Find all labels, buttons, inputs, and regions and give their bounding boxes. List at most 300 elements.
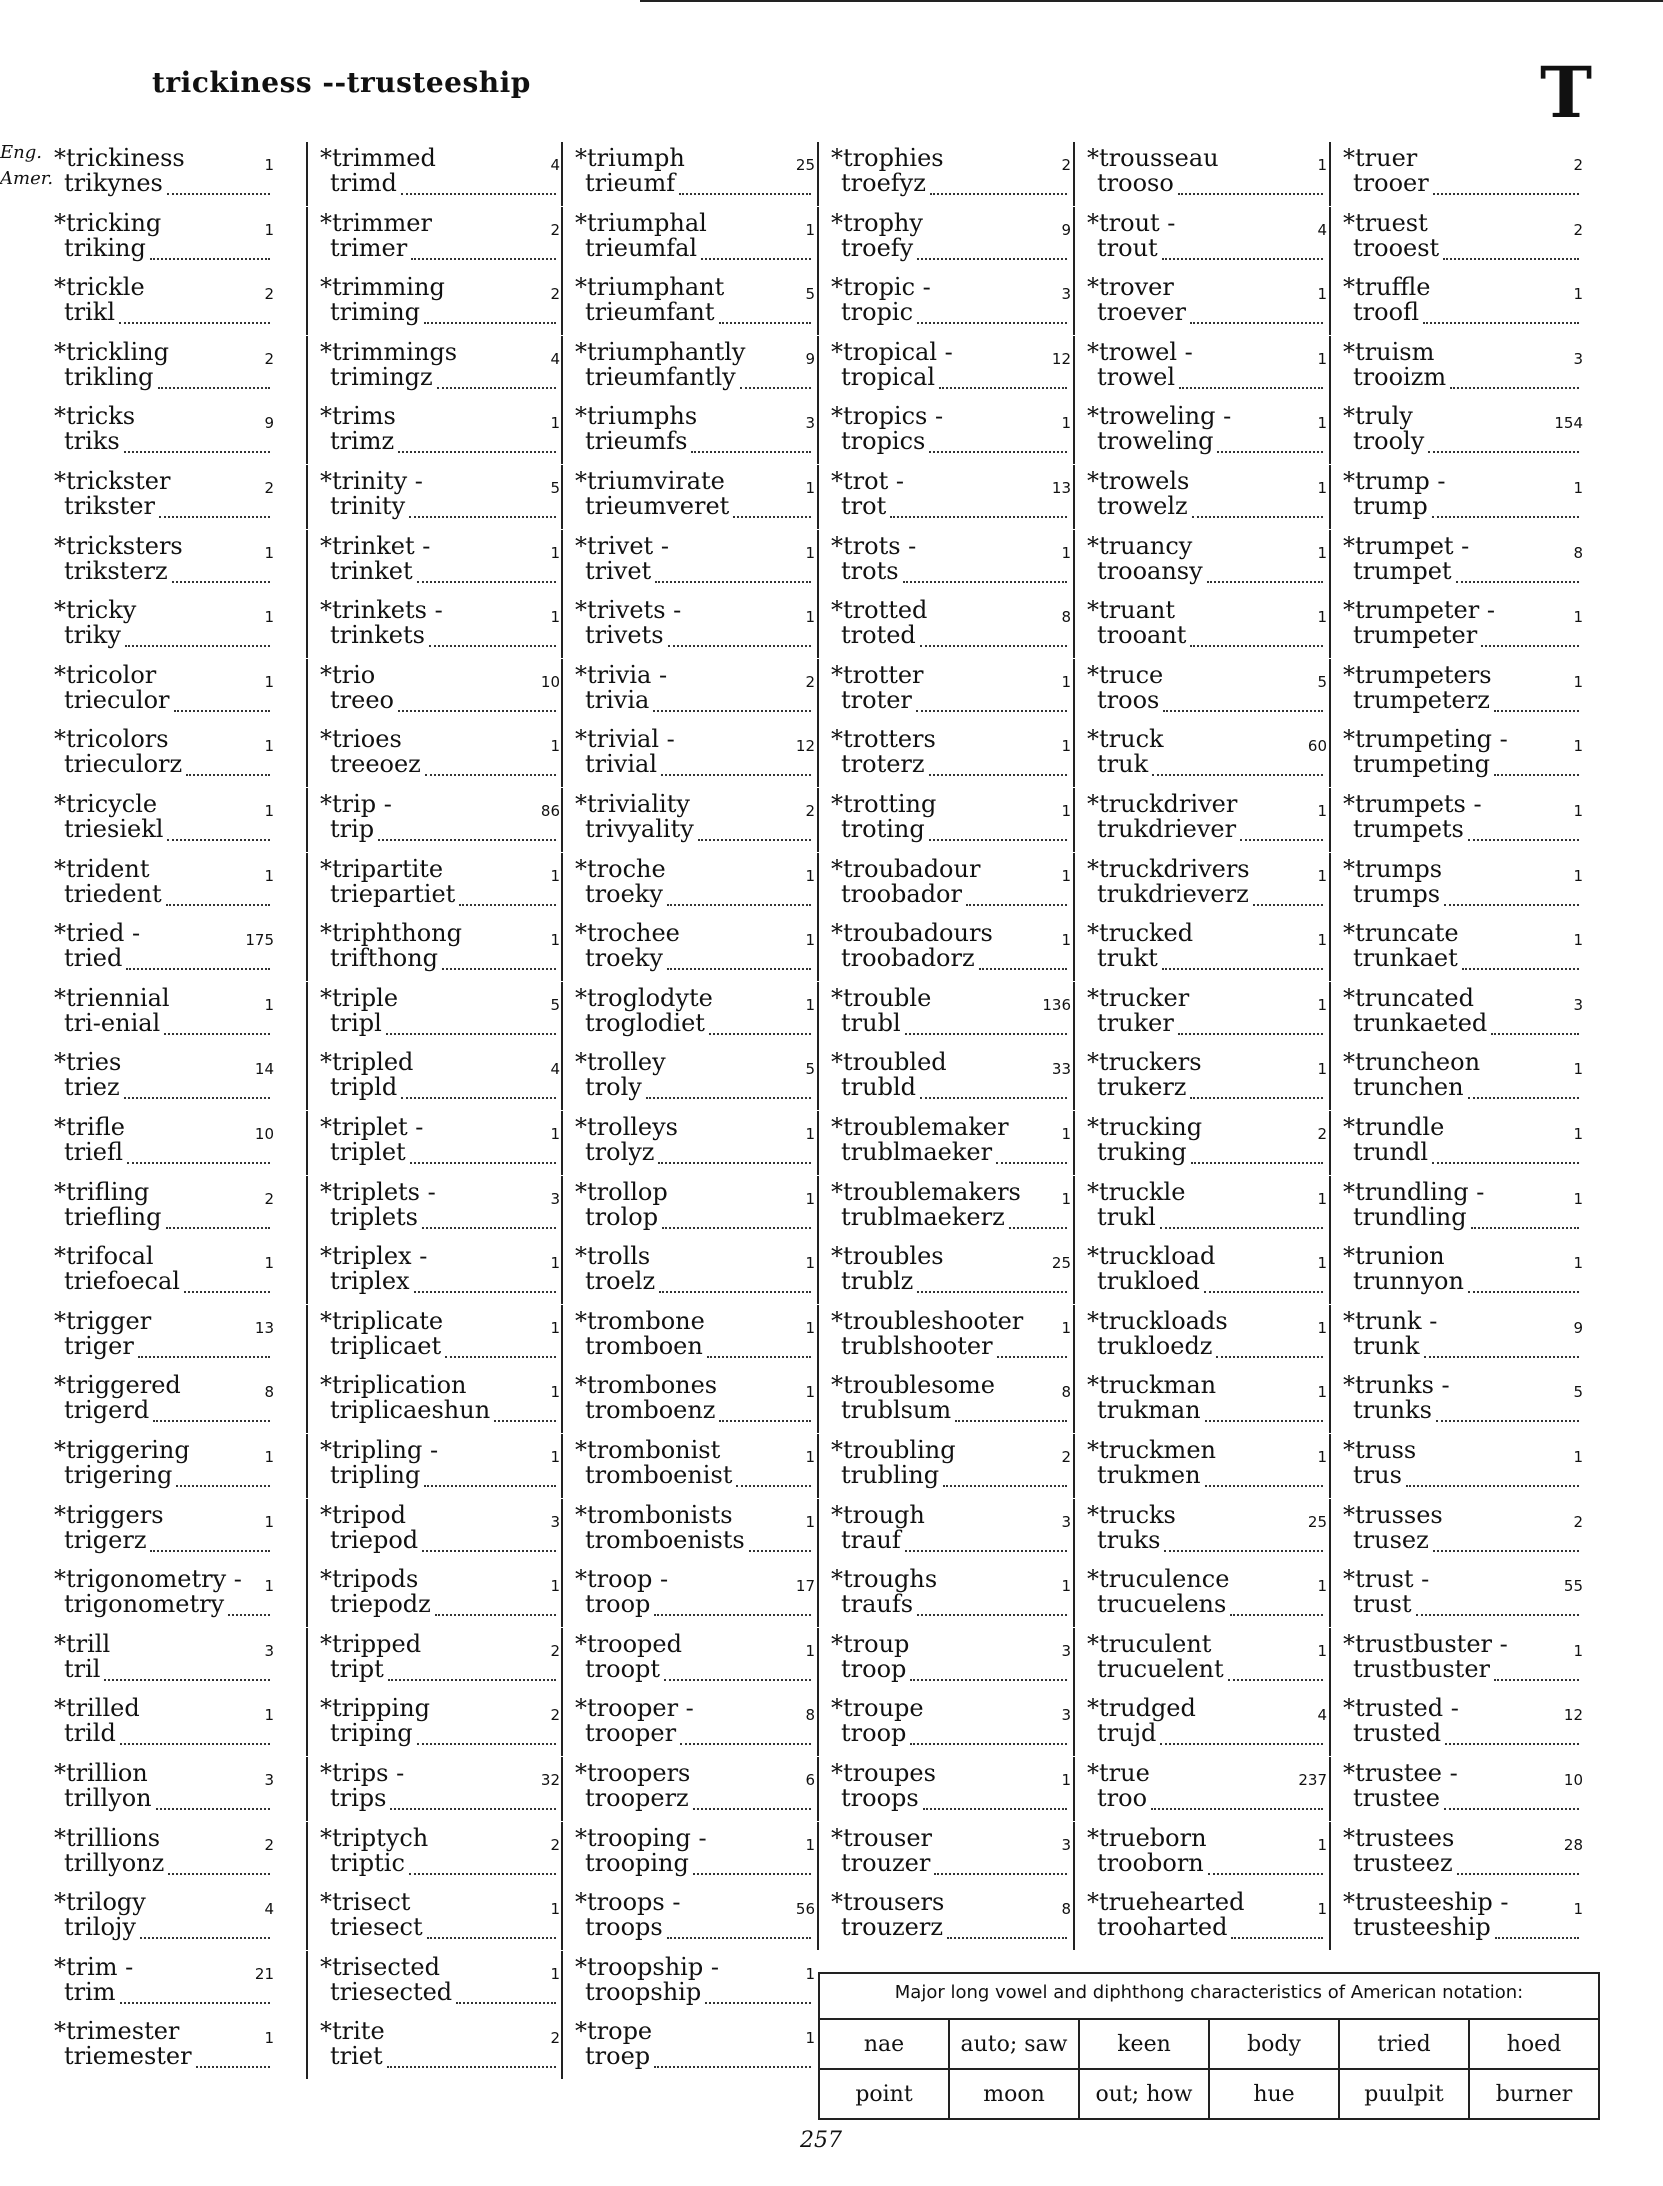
leader-dots bbox=[1491, 1033, 1579, 1035]
american-spelling: trumpeting bbox=[1353, 750, 1491, 778]
word-entry bbox=[1329, 271, 1585, 335]
frequency-count: 1 bbox=[1317, 867, 1327, 885]
english-word: *truckdriver bbox=[1087, 790, 1238, 818]
frequency-count: 86 bbox=[540, 802, 560, 820]
english-word: *trunk - bbox=[1343, 1307, 1438, 1335]
english-word: *truffle bbox=[1343, 273, 1431, 301]
frequency-count: 2 bbox=[1317, 1125, 1327, 1143]
american-spelling: trooizm bbox=[1353, 363, 1447, 391]
american-spelling: triplicaeshun bbox=[330, 1396, 491, 1424]
leader-dots bbox=[1481, 645, 1579, 647]
word-entry bbox=[561, 400, 817, 464]
american-spelling: trumpets bbox=[1353, 815, 1464, 843]
leader-dots bbox=[1423, 322, 1579, 324]
word-entry bbox=[561, 659, 817, 723]
frequency-count: 1 bbox=[1317, 350, 1327, 368]
frequency-count: 1 bbox=[550, 1965, 560, 1983]
frequency-count: 1 bbox=[805, 1125, 815, 1143]
frequency-count: 1 bbox=[264, 1577, 274, 1595]
american-spelling: troo bbox=[1097, 1784, 1148, 1812]
word-entry bbox=[306, 1886, 562, 1950]
word-entry bbox=[817, 917, 1073, 981]
american-spelling: trooansy bbox=[1097, 557, 1203, 585]
english-word: *tries bbox=[54, 1048, 122, 1076]
word-entry bbox=[1073, 465, 1329, 529]
frequency-count: 9 bbox=[1573, 1319, 1583, 1337]
leader-dots bbox=[494, 1420, 556, 1422]
frequency-count: 1 bbox=[805, 1642, 815, 1660]
frequency-count: 1 bbox=[805, 1319, 815, 1337]
american-spelling: trowel bbox=[1097, 363, 1175, 391]
english-word: *trinkets - bbox=[320, 596, 443, 624]
american-spelling: tript bbox=[330, 1655, 384, 1683]
frequency-count: 1 bbox=[1573, 802, 1583, 820]
leader-dots bbox=[1433, 1550, 1579, 1552]
english-word: *trioes bbox=[320, 725, 402, 753]
american-spelling: triptic bbox=[330, 1849, 405, 1877]
english-word: *trollop bbox=[575, 1178, 668, 1206]
word-entry bbox=[817, 1434, 1073, 1498]
leader-dots bbox=[124, 451, 270, 453]
word-entry bbox=[306, 1628, 562, 1692]
word-entry bbox=[817, 1757, 1073, 1821]
english-word: *trochee bbox=[575, 919, 680, 947]
section-letter: T bbox=[1540, 51, 1593, 134]
american-spelling: trivial bbox=[585, 750, 658, 778]
frequency-count: 5 bbox=[805, 285, 815, 303]
vowel-row-2 bbox=[820, 2068, 1598, 2118]
english-word: *troublemakers bbox=[831, 1178, 1021, 1206]
frequency-count: 1 bbox=[805, 1448, 815, 1466]
frequency-count: 1 bbox=[550, 931, 560, 949]
word-entry bbox=[817, 465, 1073, 529]
american-spelling: trooant bbox=[1097, 621, 1187, 649]
leader-dots bbox=[917, 322, 1067, 324]
frequency-count: 2 bbox=[1573, 156, 1583, 174]
english-word: *triggering bbox=[54, 1436, 190, 1464]
american-spelling: trublmaekerz bbox=[841, 1203, 1005, 1231]
vowel-cell: hoed bbox=[1468, 2018, 1598, 2068]
leader-dots bbox=[1456, 581, 1579, 583]
leader-dots bbox=[947, 1937, 1067, 1939]
vowel-cell: tried bbox=[1338, 2018, 1468, 2068]
frequency-count: 2 bbox=[1573, 221, 1583, 239]
leader-dots bbox=[1444, 904, 1579, 906]
word-entry bbox=[561, 1692, 817, 1756]
frequency-count: 2 bbox=[550, 1706, 560, 1724]
english-word: *trot - bbox=[831, 467, 904, 495]
american-spelling: trigerd bbox=[64, 1396, 150, 1424]
english-word: *trivets - bbox=[575, 596, 682, 624]
frequency-count: 1 bbox=[1061, 414, 1071, 432]
american-spelling: tropics bbox=[841, 427, 926, 455]
frequency-count: 13 bbox=[254, 1319, 274, 1337]
frequency-count: 1 bbox=[1317, 1254, 1327, 1272]
english-word: *triggers bbox=[54, 1501, 164, 1529]
frequency-count: 1 bbox=[550, 867, 560, 885]
english-word: *trotted bbox=[831, 596, 928, 624]
word-entry bbox=[817, 1692, 1073, 1756]
leader-dots bbox=[997, 1356, 1067, 1358]
american-spelling: trujd bbox=[1097, 1719, 1157, 1747]
leader-dots bbox=[910, 1679, 1067, 1681]
english-word: *trusted - bbox=[1343, 1694, 1459, 1722]
leader-dots bbox=[929, 839, 1067, 841]
frequency-count: 1 bbox=[1317, 1060, 1327, 1078]
frequency-count: 8 bbox=[805, 1706, 815, 1724]
leader-dots bbox=[920, 1097, 1067, 1099]
leader-dots bbox=[409, 516, 556, 518]
english-word: *trips - bbox=[320, 1759, 405, 1787]
american-spelling: trumpeter bbox=[1353, 621, 1478, 649]
english-word: *trim - bbox=[54, 1953, 134, 1981]
word-entry bbox=[1329, 465, 1585, 529]
frequency-count: 1 bbox=[1317, 802, 1327, 820]
leader-dots bbox=[186, 774, 270, 776]
english-word: *tropical - bbox=[831, 338, 953, 366]
frequency-count: 1 bbox=[1317, 1448, 1327, 1466]
word-entry bbox=[1329, 1563, 1585, 1627]
american-spelling: trinket bbox=[330, 557, 413, 585]
frequency-count: 1 bbox=[1573, 1254, 1583, 1272]
american-spelling: troweling bbox=[1097, 427, 1214, 455]
word-entry bbox=[1329, 207, 1585, 271]
word-entry bbox=[20, 594, 276, 658]
vowel-cell: puulpit bbox=[1338, 2068, 1468, 2118]
leader-dots bbox=[1230, 1614, 1323, 1616]
word-entry bbox=[1073, 659, 1329, 723]
word-entry bbox=[561, 1240, 817, 1304]
american-spelling: trukmen bbox=[1097, 1461, 1201, 1489]
english-word: *trolls bbox=[575, 1242, 651, 1270]
english-word: *trustees bbox=[1343, 1824, 1455, 1852]
american-spelling: trukl bbox=[1097, 1203, 1156, 1231]
american-spelling: triesiekl bbox=[64, 815, 164, 843]
english-word: *trumps bbox=[1343, 855, 1443, 883]
american-spelling: trouzerz bbox=[841, 1913, 943, 1941]
leader-dots bbox=[903, 581, 1067, 583]
american-spelling: treeo bbox=[330, 686, 394, 714]
american-spelling: trikling bbox=[64, 363, 154, 391]
leader-dots bbox=[445, 1356, 556, 1358]
american-spelling: troobadorz bbox=[841, 944, 975, 972]
english-word: *triumphs bbox=[575, 402, 698, 430]
american-spelling: trooper bbox=[585, 1719, 677, 1747]
word-entry bbox=[20, 1692, 276, 1756]
leader-dots bbox=[1190, 645, 1323, 647]
american-spelling: troted bbox=[841, 621, 916, 649]
word-entry bbox=[20, 1111, 276, 1175]
english-word: *trope bbox=[575, 2017, 653, 2045]
frequency-count: 1 bbox=[1061, 737, 1071, 755]
vowel-table bbox=[818, 1972, 1600, 2120]
leader-dots bbox=[1468, 1097, 1579, 1099]
leader-dots bbox=[934, 1873, 1067, 1875]
frequency-count: 12 bbox=[1563, 1706, 1583, 1724]
frequency-count: 175 bbox=[245, 931, 274, 949]
american-spelling: trivets bbox=[585, 621, 664, 649]
american-spelling: trundl bbox=[1353, 1138, 1429, 1166]
american-spelling: trooer bbox=[1353, 169, 1429, 197]
american-spelling: trild bbox=[64, 1719, 116, 1747]
american-spelling: trublsum bbox=[841, 1396, 952, 1424]
leader-dots bbox=[138, 1356, 270, 1358]
leader-dots bbox=[401, 193, 556, 195]
american-spelling: trump bbox=[1353, 492, 1428, 520]
leader-dots bbox=[164, 1033, 270, 1035]
frequency-count: 1 bbox=[264, 1706, 274, 1724]
word-entry bbox=[817, 1822, 1073, 1886]
word-entry bbox=[1329, 1240, 1585, 1304]
word-entry bbox=[561, 1563, 817, 1627]
word-entry bbox=[1073, 1240, 1329, 1304]
american-spelling: triesected bbox=[330, 1978, 453, 2006]
frequency-count: 1 bbox=[1573, 479, 1583, 497]
english-word: *trusses bbox=[1343, 1501, 1443, 1529]
word-entry bbox=[306, 853, 562, 917]
word-entry bbox=[306, 723, 562, 787]
word-entry bbox=[20, 853, 276, 917]
english-word: *trinket - bbox=[320, 532, 431, 560]
english-word: *trifocal bbox=[54, 1242, 154, 1270]
word-entry bbox=[1073, 400, 1329, 464]
english-word: *troops - bbox=[575, 1888, 681, 1916]
frequency-count: 1 bbox=[805, 1965, 815, 1983]
american-spelling: trukerz bbox=[1097, 1073, 1187, 1101]
word-entry bbox=[306, 465, 562, 529]
american-spelling: treeoez bbox=[330, 750, 421, 778]
leader-dots bbox=[1205, 1485, 1323, 1487]
english-word: *tricking bbox=[54, 209, 162, 237]
leader-dots bbox=[659, 1291, 811, 1293]
english-word: *trigonometry - bbox=[54, 1565, 242, 1593]
leader-dots bbox=[429, 645, 556, 647]
frequency-count: 4 bbox=[550, 1060, 560, 1078]
american-spelling: troglodiet bbox=[585, 1009, 705, 1037]
frequency-count: 10 bbox=[1563, 1771, 1583, 1789]
vowel-cell: nae bbox=[820, 2018, 948, 2068]
word-entry bbox=[306, 1240, 562, 1304]
word-entry bbox=[1073, 530, 1329, 594]
leader-dots bbox=[159, 516, 270, 518]
word-entry bbox=[1073, 271, 1329, 335]
word-entry bbox=[306, 400, 562, 464]
word-entry bbox=[561, 1111, 817, 1175]
leader-dots bbox=[1471, 1227, 1579, 1229]
american-spelling: trots bbox=[841, 557, 899, 585]
english-word: *trio bbox=[320, 661, 376, 689]
american-spelling: trust bbox=[1353, 1590, 1412, 1618]
leader-dots bbox=[910, 1743, 1067, 1745]
word-entry bbox=[1073, 1886, 1329, 1950]
word-entry bbox=[1329, 1886, 1585, 1950]
english-word: *tripping bbox=[320, 1694, 431, 1722]
word-entry bbox=[817, 142, 1073, 206]
english-word: *trough bbox=[831, 1501, 925, 1529]
english-word: *troop - bbox=[575, 1565, 669, 1593]
frequency-count: 8 bbox=[1061, 1383, 1071, 1401]
american-spelling: truker bbox=[1097, 1009, 1174, 1037]
leader-dots bbox=[693, 1873, 811, 1875]
english-word: *trombonists bbox=[575, 1501, 733, 1529]
american-spelling: troofl bbox=[1353, 298, 1420, 326]
english-word: *truckloads bbox=[1087, 1307, 1228, 1335]
leader-dots bbox=[1163, 710, 1323, 712]
frequency-count: 1 bbox=[1317, 1319, 1327, 1337]
english-word: *truly bbox=[1343, 402, 1413, 430]
frequency-count: 2 bbox=[550, 1836, 560, 1854]
american-spelling: trout bbox=[1097, 234, 1158, 262]
vowel-cell: out; how bbox=[1078, 2068, 1208, 2118]
word-entry bbox=[1329, 336, 1585, 400]
word-entry bbox=[817, 982, 1073, 1046]
frequency-count: 56 bbox=[795, 1900, 815, 1918]
frequency-count: 1 bbox=[550, 414, 560, 432]
leader-dots bbox=[228, 1614, 270, 1616]
leader-dots bbox=[1204, 1291, 1323, 1293]
leader-dots bbox=[1443, 258, 1579, 260]
word-entry bbox=[1073, 1176, 1329, 1240]
english-word: *trover bbox=[1087, 273, 1174, 301]
word-entry bbox=[20, 142, 276, 206]
leader-dots bbox=[707, 1356, 811, 1358]
american-spelling: trustbuster bbox=[1353, 1655, 1490, 1683]
frequency-count: 17 bbox=[795, 1577, 815, 1595]
frequency-count: 2 bbox=[264, 285, 274, 303]
american-spelling: trukt bbox=[1097, 944, 1158, 972]
frequency-count: 6 bbox=[805, 1771, 815, 1789]
english-word: *truehearted bbox=[1087, 1888, 1245, 1916]
leader-dots bbox=[388, 1679, 556, 1681]
word-entry bbox=[1073, 1046, 1329, 1110]
frequency-count: 9 bbox=[1061, 221, 1071, 239]
american-spelling: troopship bbox=[585, 1978, 702, 2006]
english-word: *triumph bbox=[575, 144, 685, 172]
english-word: *trots - bbox=[831, 532, 917, 560]
word-entry bbox=[20, 1434, 276, 1498]
word-entry bbox=[817, 1111, 1073, 1175]
english-word: *triumphant bbox=[575, 273, 725, 301]
word-entry bbox=[1073, 1369, 1329, 1433]
word-entry bbox=[561, 336, 817, 400]
frequency-count: 3 bbox=[550, 1190, 560, 1208]
frequency-count: 1 bbox=[805, 1190, 815, 1208]
word-entry bbox=[306, 982, 562, 1046]
leader-dots bbox=[1428, 451, 1579, 453]
english-word: *trivia - bbox=[575, 661, 668, 689]
frequency-count: 21 bbox=[254, 1965, 274, 1983]
american-spelling: trooborn bbox=[1097, 1849, 1204, 1877]
english-word: *trundle bbox=[1343, 1113, 1445, 1141]
word-entry bbox=[561, 271, 817, 335]
american-spelling: trieumveret bbox=[585, 492, 730, 520]
american-spelling: triming bbox=[330, 298, 421, 326]
word-entry bbox=[306, 1951, 562, 2015]
leader-dots bbox=[427, 1937, 556, 1939]
american-spelling: troop bbox=[841, 1655, 907, 1683]
frequency-count: 1 bbox=[1317, 285, 1327, 303]
american-spelling: troep bbox=[585, 2042, 651, 2070]
english-word: *tricksters bbox=[54, 532, 183, 560]
english-word: *triumvirate bbox=[575, 467, 725, 495]
leader-dots bbox=[939, 387, 1067, 389]
frequency-count: 1 bbox=[550, 1383, 560, 1401]
american-spelling: troting bbox=[841, 815, 925, 843]
frequency-count: 1 bbox=[1317, 1836, 1327, 1854]
leader-dots bbox=[1240, 839, 1323, 841]
leader-dots bbox=[667, 904, 811, 906]
frequency-count: 1 bbox=[1573, 737, 1583, 755]
english-word: *tricolors bbox=[54, 725, 169, 753]
english-word: *tricks bbox=[54, 402, 136, 430]
english-word: *tripartite bbox=[320, 855, 444, 883]
english-word: *tried - bbox=[54, 919, 141, 947]
leader-dots bbox=[916, 710, 1067, 712]
leader-dots bbox=[929, 774, 1067, 776]
vowel-cell: point bbox=[820, 2068, 948, 2118]
leader-dots bbox=[667, 968, 811, 970]
english-word: *troup bbox=[831, 1630, 910, 1658]
word-entry bbox=[817, 1563, 1073, 1627]
frequency-count: 2 bbox=[805, 802, 815, 820]
word-entry bbox=[817, 723, 1073, 787]
english-word: *trickster bbox=[54, 467, 171, 495]
english-word: *truer bbox=[1343, 144, 1418, 172]
word-entry bbox=[561, 142, 817, 206]
leader-dots bbox=[736, 1485, 811, 1487]
word-entry bbox=[306, 530, 562, 594]
american-spelling: troop bbox=[841, 1719, 907, 1747]
leader-dots bbox=[158, 387, 270, 389]
leader-dots bbox=[701, 258, 811, 260]
american-spelling: trillyon bbox=[64, 1784, 152, 1812]
frequency-count: 1 bbox=[1061, 544, 1071, 562]
leader-dots bbox=[1445, 1743, 1579, 1745]
frequency-count: 4 bbox=[264, 1900, 274, 1918]
word-entry bbox=[20, 1951, 276, 2015]
frequency-count: 12 bbox=[795, 737, 815, 755]
frequency-count: 1 bbox=[805, 1383, 815, 1401]
english-word: *trumpeter - bbox=[1343, 596, 1495, 624]
word-entry bbox=[20, 400, 276, 464]
leader-dots bbox=[966, 904, 1067, 906]
english-word: *trimming bbox=[320, 273, 445, 301]
english-word: *trustbuster - bbox=[1343, 1630, 1508, 1658]
frequency-count: 1 bbox=[1317, 544, 1327, 562]
leader-dots bbox=[1450, 387, 1579, 389]
leader-dots bbox=[979, 968, 1067, 970]
frequency-count: 3 bbox=[264, 1642, 274, 1660]
leader-dots bbox=[174, 710, 270, 712]
frequency-count: 5 bbox=[1317, 673, 1327, 691]
american-spelling: trot bbox=[841, 492, 887, 520]
american-spelling: triplex bbox=[330, 1267, 410, 1295]
word-entry bbox=[817, 1628, 1073, 1692]
leader-dots bbox=[150, 1550, 270, 1552]
word-entry bbox=[1073, 788, 1329, 852]
american-spelling: trigerz bbox=[64, 1526, 147, 1554]
leader-dots bbox=[459, 904, 556, 906]
frequency-count: 2 bbox=[264, 1190, 274, 1208]
frequency-count: 9 bbox=[805, 350, 815, 368]
leader-dots bbox=[955, 1420, 1067, 1422]
leader-dots bbox=[698, 839, 811, 841]
frequency-count: 1 bbox=[1317, 479, 1327, 497]
american-spelling: triez bbox=[64, 1073, 120, 1101]
american-spelling: troterz bbox=[841, 750, 925, 778]
word-entry bbox=[561, 917, 817, 981]
word-entry bbox=[1329, 400, 1585, 464]
